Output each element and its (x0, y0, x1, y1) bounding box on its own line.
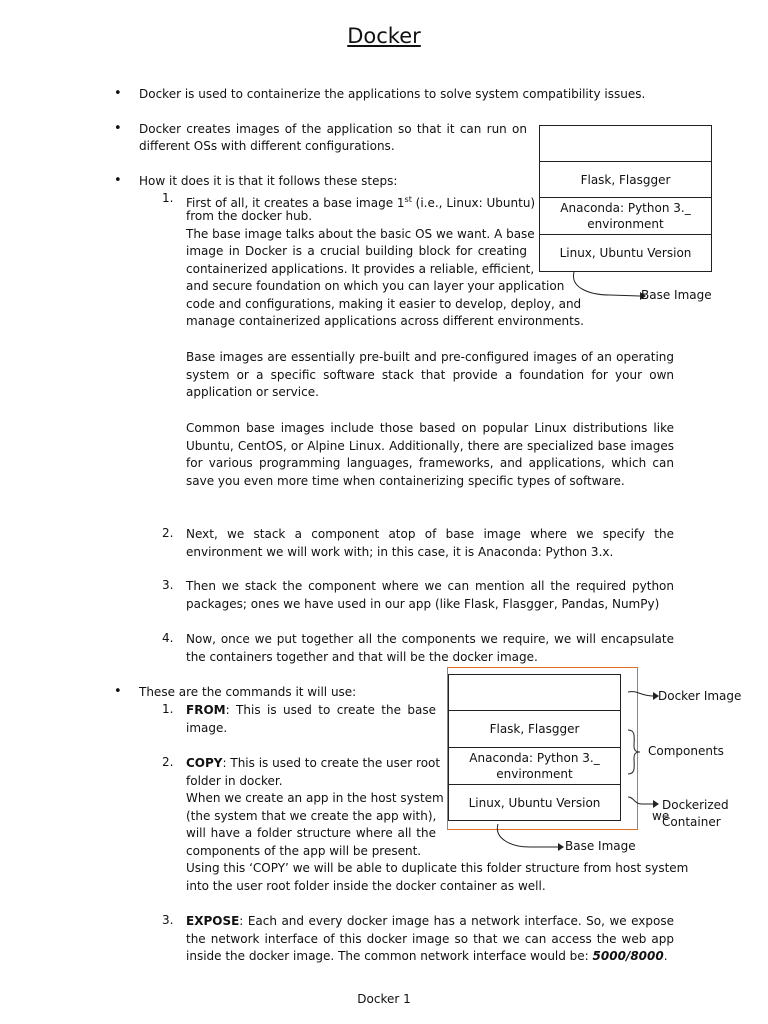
bullet-2-line-1: Docker creates images of the application so that it can run on (139, 122, 527, 136)
diagram1-layer-flask: Flask, Flasgger (539, 161, 712, 198)
diagram1-top-layer (539, 125, 712, 162)
command-2-number: 2. (162, 755, 174, 769)
step-1-number: 1. (162, 191, 174, 205)
document-title: Docker (347, 24, 421, 48)
bullet-dot: • (114, 173, 122, 188)
command-2-line-7: Using this ‘COPY’ we will be able to duplicate this folder structure from host system (186, 861, 689, 875)
command-2-line-5: will have a folder structure where all the (186, 826, 436, 840)
step-1-paragraph-2: Base images are essentially pre-built and pre-configured images of an operating system or a specific software stack that provide a foundation for your own application or service. (186, 350, 674, 400)
diagram1-layer-anaconda: Anaconda: Python 3._ environment (539, 197, 712, 235)
bullet-2-line-2: different OSs with different configurations. (139, 139, 395, 153)
diagram2-layer-flask: Flask, Flasgger (448, 710, 621, 748)
step-1-line-8: manage containerized applications across different environments. (186, 314, 584, 328)
step-1-line-1: First of all, it creates a base image 1st (i.e., Linux: Ubuntu) (186, 195, 536, 210)
step-1-line-4: image in Docker is a crucial building block for creating (186, 244, 527, 258)
step-3-number: 3. (162, 578, 174, 592)
step-4-number: 4. (162, 631, 174, 645)
command-1-line-2: image. (186, 721, 228, 735)
page-footer: Docker 1 (357, 992, 411, 1006)
step-1-line-6: and secure foundation on which you can layer your application (186, 279, 565, 293)
command-1-line-1: FROM: This is used to create the base (186, 703, 436, 717)
commands-intro: These are the commands it will use: (139, 685, 357, 699)
diagram2-we-label: we (652, 809, 670, 823)
bullet-dot: • (114, 86, 122, 101)
command-2-line-3: When we create an app in the host system (186, 791, 444, 805)
command-2-line-8: into the user root folder inside the docker container as well. (186, 879, 546, 893)
command-2-line-2: folder in docker. (186, 774, 283, 788)
step-1-line-3: The base image talks about the basic OS we want. A base (186, 227, 535, 241)
step-1-paragraph-3: Common base images include those based on popular Linux distributions like Ubuntu, CentOS, or Alpine Linux. Additionally, there are specialized base images for various programming languages, frameworks, and applications, which can save you even more time when containerizing specific types of software. (186, 421, 674, 488)
diagram2-layer-anaconda: Anaconda: Python 3._ environment (448, 747, 621, 785)
bullet-dot: • (114, 684, 122, 699)
diagram2-base-label: Base Image (565, 839, 636, 853)
command-3-text: EXPOSE: Each and every docker image has a network interface. So, we expose the network interface of this docker image so that we can access the web app inside the docker image. The common network interface would be: 5000/8000. (186, 914, 674, 964)
diagram2-container-label: Container (662, 815, 721, 829)
diagram1-base-label: Base Image (641, 288, 712, 302)
command-2-line-4: (the system that we create the app with), (186, 809, 437, 823)
command-2-line-6: components of the app will be present. (186, 844, 422, 858)
command-2-line-1: COPY: This is used to create the user root (186, 756, 441, 770)
command-3-number: 3. (162, 913, 174, 927)
diagram2-layer-linux: Linux, Ubuntu Version (448, 784, 621, 821)
step-1-line-5: containerized applications. It provides a reliable, efficient, (186, 262, 535, 276)
diagram2-components-label: Components (648, 744, 724, 758)
step-1-line-7: code and configurations, making it easier to develop, deploy, and (186, 297, 582, 311)
diagram2-docker-image-label: Docker Image (658, 689, 742, 703)
bullet-dot: • (114, 121, 122, 136)
step-4-text: Now, once we put together all the components we require, we will encapsulate the containers together and that will be the docker image. (186, 632, 674, 664)
bullet-3-text: How it does it is that it follows these steps: (139, 174, 398, 188)
command-1-number: 1. (162, 702, 174, 716)
step-1-line-2: from the docker hub. (186, 209, 313, 223)
diagram1-layer-linux: Linux, Ubuntu Version (539, 234, 712, 272)
diagram1-base-arrow (560, 270, 650, 306)
bullet-1-text: Docker is used to containerize the applications to solve system compatibility issues. (139, 87, 646, 101)
diagram2-dockerized-label: Dockerized (662, 798, 729, 812)
step-2-text: Next, we stack a component atop of base image where we specify the environment we will work with; in this case, it is Anaconda: Python 3.x. (186, 527, 674, 559)
step-3-text: Then we stack the component where we can mention all the required python packages; ones we have used in our app (like Flask, Flasgger, Pandas, NumPy) (186, 579, 674, 611)
diagram2-top-layer (448, 674, 621, 711)
step-2-number: 2. (162, 526, 174, 540)
